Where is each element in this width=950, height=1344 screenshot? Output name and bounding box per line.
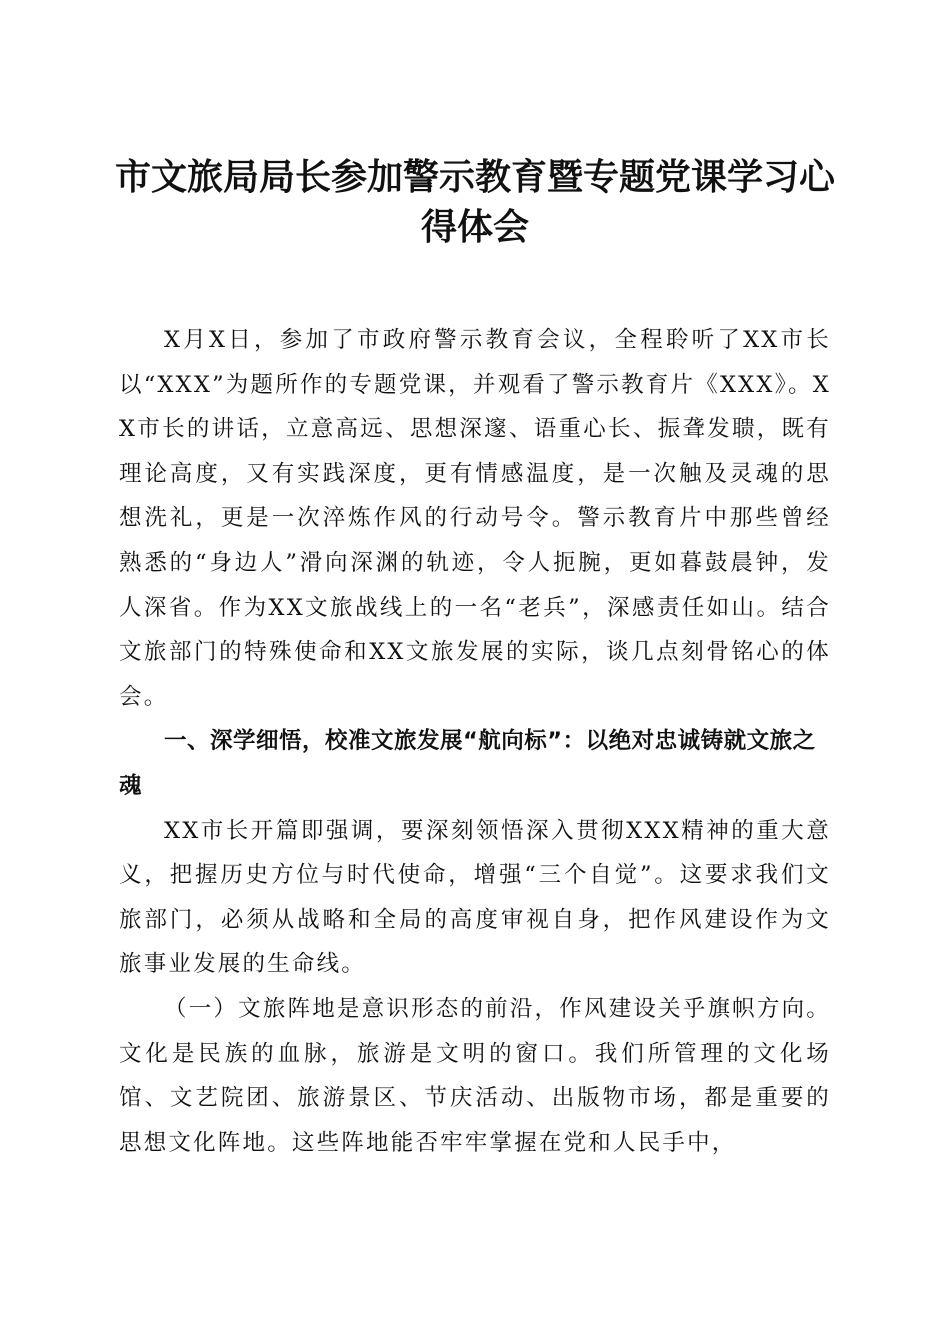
subsection-1-paragraph: （一）文旅阵地是意识形态的前沿，作风建设关乎旗帜方向。文化是民族的血脉，旅游是文明的窗口。我们所管理的文化场馆、文艺院团、旅游景区、节庆活动、出版物市场，都是重要的思想文化阵地。这些阵地能否牢牢掌握在党和人民手中，	[119, 995, 831, 1156]
section-1-paragraph: XX市长开篇即强调，要深刻领悟深入贯彻XXX精神的重大意义，把握历史方位与时代使命，增强“三个自觉”。这要求我们文旅部门，必须从战略和全局的高度审视自身，把作风建设作为文旅事业发展的生命线。	[119, 817, 831, 978]
section-heading-1: 一、深学细悟，校准文旅发展“航向标”：以绝对忠诚铸就文旅之魂	[119, 728, 816, 799]
intro-paragraph: X月X日，参加了市政府警示教育会议，全程聆听了XX市长以“XXX”为题所作的专题党课，并观看了警示教育片《XXX》。XX市长的讲话，立意高远、思想深邃、语重心长、振聋发聩，既有理论高度，又有实践深度，更有情感温度，是一次触及灵魂的思想洗礼，更是一次淬炼作风的行动号令。警示教育片中那些曾经熟悉的“身边人”滑向深渊的轨迹，令人扼腕，更如暮鼓晨钟，发人深省。作为XX文旅战线上的一名“老兵”，深感责任如山。结合文旅部门的特殊使命和XX文旅发展的实际，谈几点刻骨铭心的体会。	[119, 327, 831, 710]
document-title: 市文旅局局长参加警示教育暨专题党课学习心得体会	[114, 156, 835, 248]
document-body	[119, 318, 831, 1165]
